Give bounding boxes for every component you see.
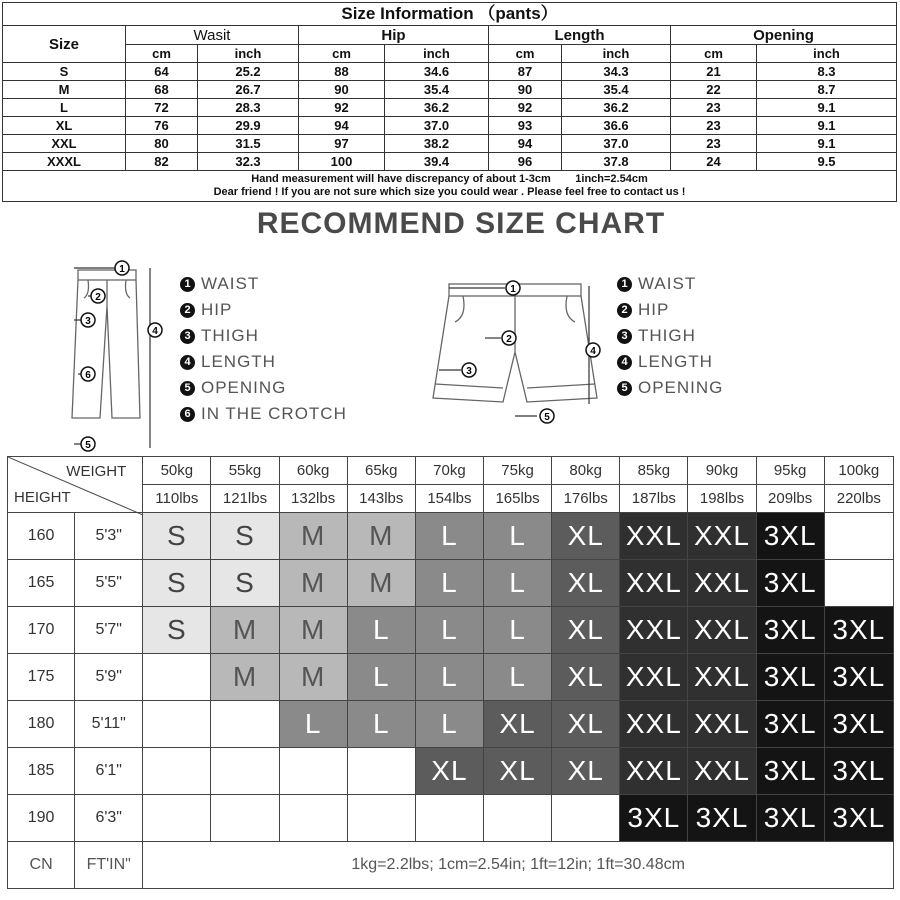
recommended-size-cell: XXL bbox=[620, 513, 688, 560]
recommended-size-cell: XL bbox=[483, 701, 551, 748]
measure-cell: 39.4 bbox=[385, 153, 489, 171]
height-row bbox=[8, 513, 894, 560]
recommended-size-cell: XXL bbox=[620, 701, 688, 748]
recommended-size-cell: XL bbox=[552, 701, 620, 748]
measure-cell: 88 bbox=[299, 63, 385, 81]
legend-number: 2 bbox=[617, 303, 632, 318]
recommended-size-cell: S bbox=[211, 560, 279, 607]
recommended-size-cell: XL bbox=[552, 560, 620, 607]
legend-item bbox=[617, 349, 723, 375]
pants-legend bbox=[180, 271, 347, 427]
measure-cell: 22 bbox=[671, 81, 757, 99]
size-row bbox=[3, 117, 897, 135]
recommended-size-cell: L bbox=[415, 701, 483, 748]
legend-item bbox=[180, 323, 347, 349]
pants-marker-2: 2 bbox=[95, 292, 101, 303]
measure-cell: 24 bbox=[671, 153, 757, 171]
legend-label: OPENING bbox=[201, 378, 287, 397]
recommended-size-cell bbox=[552, 795, 620, 842]
recommended-size-cell: S bbox=[143, 513, 211, 560]
measure-cell: 9.1 bbox=[757, 99, 897, 117]
note-line-2: Dear friend ! If you are not sure which size you could wear . Please feel free to contact us ! bbox=[213, 186, 686, 198]
measure-cell: 34.3 bbox=[562, 63, 671, 81]
pants-marker-5: 5 bbox=[85, 440, 91, 451]
size-row bbox=[3, 135, 897, 153]
recommended-size-cell: L bbox=[415, 607, 483, 654]
recommend-size-grid bbox=[7, 456, 894, 889]
recommended-size-cell: 3XL bbox=[756, 748, 824, 795]
recommended-size-cell bbox=[347, 795, 415, 842]
recommended-size-cell: XXL bbox=[620, 607, 688, 654]
measure-cell: 37.8 bbox=[562, 153, 671, 171]
measure-cell: 94 bbox=[299, 117, 385, 135]
recommended-size-cell: XXL bbox=[620, 560, 688, 607]
unit-header: cm bbox=[671, 45, 757, 63]
weight-lbs-header: 209lbs bbox=[756, 485, 824, 513]
pants-marker-4: 4 bbox=[152, 326, 158, 337]
footer-cn: CN bbox=[8, 842, 75, 889]
legend-label: HIP bbox=[201, 300, 233, 319]
group-header-hip: Hip bbox=[299, 26, 489, 45]
weight-kg-header: 75kg bbox=[483, 457, 551, 485]
height-row bbox=[8, 748, 894, 795]
recommended-size-cell: XL bbox=[552, 607, 620, 654]
shorts-marker-4: 4 bbox=[590, 346, 596, 357]
recommended-size-cell: L bbox=[415, 560, 483, 607]
recommended-size-cell: M bbox=[347, 513, 415, 560]
height-row bbox=[8, 560, 894, 607]
height-cm: 175 bbox=[8, 654, 75, 701]
legend-label: HIP bbox=[638, 300, 670, 319]
legend-label: WAIST bbox=[638, 274, 697, 293]
size-info-title: Size Information （pants） bbox=[3, 3, 897, 26]
recommended-size-cell: L bbox=[415, 513, 483, 560]
measure-cell: 94 bbox=[489, 135, 562, 153]
legend-number: 3 bbox=[617, 329, 632, 344]
height-ftin: 5'3" bbox=[75, 513, 143, 560]
weight-lbs-header: 187lbs bbox=[620, 485, 688, 513]
recommended-size-cell: XXL bbox=[688, 560, 756, 607]
recommended-size-cell: M bbox=[211, 654, 279, 701]
shorts-marker-5: 5 bbox=[544, 412, 550, 423]
recommended-size-cell: 3XL bbox=[756, 513, 824, 560]
legend-item bbox=[180, 271, 347, 297]
recommended-size-cell: L bbox=[483, 513, 551, 560]
measurement-note bbox=[3, 171, 897, 202]
size-information-table bbox=[2, 2, 897, 202]
size-row bbox=[3, 63, 897, 81]
legend-number: 3 bbox=[180, 329, 195, 344]
measure-cell: 26.7 bbox=[198, 81, 299, 99]
measure-cell: 92 bbox=[299, 99, 385, 117]
recommended-size-cell: XXL bbox=[620, 748, 688, 795]
legend-item bbox=[180, 349, 347, 375]
shorts-marker-2: 2 bbox=[506, 334, 512, 345]
measure-cell: 35.4 bbox=[562, 81, 671, 99]
conversion-note: 1kg=2.2lbs; 1cm=2.54in; 1ft=12in; 1ft=30.48cm bbox=[143, 842, 894, 889]
height-cm: 160 bbox=[8, 513, 75, 560]
recommended-size-cell: 3XL bbox=[756, 654, 824, 701]
measure-cell: 93 bbox=[489, 117, 562, 135]
height-ftin: 5'5" bbox=[75, 560, 143, 607]
pants-diagram bbox=[60, 258, 170, 454]
recommended-size-cell bbox=[211, 701, 279, 748]
legend-number: 1 bbox=[617, 277, 632, 292]
recommended-size-cell: XXL bbox=[688, 654, 756, 701]
measure-cell: 96 bbox=[489, 153, 562, 171]
measure-cell: 100 bbox=[299, 153, 385, 171]
legend-item bbox=[617, 271, 723, 297]
recommended-size-cell: 3XL bbox=[824, 654, 893, 701]
legend-number: 1 bbox=[180, 277, 195, 292]
size-cell: M bbox=[3, 81, 126, 99]
measure-cell: 72 bbox=[126, 99, 198, 117]
recommended-size-cell: 3XL bbox=[756, 795, 824, 842]
recommended-size-cell: 3XL bbox=[824, 607, 893, 654]
recommend-size-chart-title: RECOMMEND SIZE CHART bbox=[256, 207, 666, 240]
measure-cell: 31.5 bbox=[198, 135, 299, 153]
recommended-size-cell: XXL bbox=[688, 748, 756, 795]
height-ftin: 6'1" bbox=[75, 748, 143, 795]
recommended-size-cell: XXL bbox=[688, 513, 756, 560]
measure-cell: 32.3 bbox=[198, 153, 299, 171]
recommended-size-cell: L bbox=[483, 607, 551, 654]
weight-lbs-header: 110lbs bbox=[143, 485, 211, 513]
legend-label: LENGTH bbox=[201, 352, 276, 371]
recommended-size-cell: 3XL bbox=[756, 607, 824, 654]
size-cell: XXL bbox=[3, 135, 126, 153]
weight-kg-header: 80kg bbox=[552, 457, 620, 485]
recommended-size-cell bbox=[483, 795, 551, 842]
weight-label: WEIGHT bbox=[66, 463, 127, 480]
recommended-size-cell: XL bbox=[552, 513, 620, 560]
measure-cell: 9.5 bbox=[757, 153, 897, 171]
recommended-size-cell bbox=[211, 748, 279, 795]
pants-marker-3: 3 bbox=[85, 316, 91, 327]
unit-header: inch bbox=[757, 45, 897, 63]
shorts-diagram bbox=[425, 272, 605, 430]
weight-lbs-header: 121lbs bbox=[211, 485, 279, 513]
legend-item bbox=[180, 297, 347, 323]
recommended-size-cell: 3XL bbox=[756, 560, 824, 607]
recommended-size-cell bbox=[347, 748, 415, 795]
measure-cell: 29.9 bbox=[198, 117, 299, 135]
weight-kg-header: 70kg bbox=[415, 457, 483, 485]
measure-cell: 8.3 bbox=[757, 63, 897, 81]
size-cell: S bbox=[3, 63, 126, 81]
recommended-size-cell: 3XL bbox=[620, 795, 688, 842]
legend-number: 6 bbox=[180, 407, 195, 422]
measure-cell: 28.3 bbox=[198, 99, 299, 117]
legend-number: 2 bbox=[180, 303, 195, 318]
weight-kg-header: 60kg bbox=[279, 457, 347, 485]
measure-cell: 36.6 bbox=[562, 117, 671, 135]
recommended-size-cell: XXL bbox=[620, 654, 688, 701]
shorts-legend bbox=[617, 271, 723, 401]
measure-cell: 90 bbox=[489, 81, 562, 99]
measure-cell: 8.7 bbox=[757, 81, 897, 99]
height-row bbox=[8, 701, 894, 748]
height-row bbox=[8, 607, 894, 654]
group-header-waist: Wasit bbox=[126, 26, 299, 45]
measure-cell: 9.1 bbox=[757, 117, 897, 135]
pants-marker-1: 1 bbox=[119, 264, 125, 275]
recommended-size-cell: XL bbox=[552, 654, 620, 701]
measure-cell: 36.2 bbox=[562, 99, 671, 117]
shorts-marker-3: 3 bbox=[466, 366, 472, 377]
legend-label: IN THE CROTCH bbox=[201, 404, 347, 423]
recommended-size-cell: XL bbox=[483, 748, 551, 795]
weight-kg-header: 50kg bbox=[143, 457, 211, 485]
height-cm: 185 bbox=[8, 748, 75, 795]
measure-cell: 35.4 bbox=[385, 81, 489, 99]
measure-cell: 34.6 bbox=[385, 63, 489, 81]
recommended-size-cell: 3XL bbox=[688, 795, 756, 842]
measure-cell: 82 bbox=[126, 153, 198, 171]
recommended-size-cell: L bbox=[483, 560, 551, 607]
legend-item bbox=[617, 297, 723, 323]
measure-cell: 76 bbox=[126, 117, 198, 135]
unit-header: inch bbox=[562, 45, 671, 63]
unit-header: cm bbox=[489, 45, 562, 63]
recommended-size-cell: M bbox=[347, 560, 415, 607]
recommended-size-cell bbox=[824, 513, 893, 560]
recommended-size-cell bbox=[143, 795, 211, 842]
recommended-size-cell bbox=[279, 795, 347, 842]
recommended-size-cell bbox=[211, 795, 279, 842]
recommended-size-cell: L bbox=[483, 654, 551, 701]
shorts-marker-1: 1 bbox=[510, 284, 516, 295]
weight-lbs-header: 143lbs bbox=[347, 485, 415, 513]
recommended-size-cell: M bbox=[279, 607, 347, 654]
recommended-size-cell: L bbox=[347, 701, 415, 748]
recommended-size-cell bbox=[415, 795, 483, 842]
weight-kg-header: 85kg bbox=[620, 457, 688, 485]
recommended-size-cell: S bbox=[143, 560, 211, 607]
legend-item bbox=[617, 323, 723, 349]
legend-item bbox=[617, 375, 723, 401]
measure-cell: 23 bbox=[671, 99, 757, 117]
height-ftin: 6'3" bbox=[75, 795, 143, 842]
weight-kg-header: 95kg bbox=[756, 457, 824, 485]
height-ftin: 5'11" bbox=[75, 701, 143, 748]
height-row bbox=[8, 795, 894, 842]
recommended-size-cell: XXL bbox=[688, 701, 756, 748]
weight-kg-header: 100kg bbox=[824, 457, 893, 485]
unit-row bbox=[3, 45, 897, 63]
size-cell: XXXL bbox=[3, 153, 126, 171]
height-cm: 180 bbox=[8, 701, 75, 748]
size-column-header: Size bbox=[3, 26, 126, 63]
recommended-size-cell bbox=[143, 654, 211, 701]
height-ftin: 5'7" bbox=[75, 607, 143, 654]
recommended-size-cell: M bbox=[279, 560, 347, 607]
legend-number: 4 bbox=[180, 355, 195, 370]
recommended-size-cell: 3XL bbox=[756, 701, 824, 748]
recommended-size-cell: L bbox=[347, 654, 415, 701]
measure-cell: 23 bbox=[671, 135, 757, 153]
measure-cell: 68 bbox=[126, 81, 198, 99]
unit-header: cm bbox=[299, 45, 385, 63]
measure-cell: 37.0 bbox=[562, 135, 671, 153]
measure-cell: 23 bbox=[671, 117, 757, 135]
height-cm: 165 bbox=[8, 560, 75, 607]
recommended-size-cell: XL bbox=[415, 748, 483, 795]
weight-kg-header: 55kg bbox=[211, 457, 279, 485]
legend-number: 4 bbox=[617, 355, 632, 370]
size-cell: XL bbox=[3, 117, 126, 135]
weight-height-corner bbox=[8, 457, 143, 513]
height-cm: 170 bbox=[8, 607, 75, 654]
size-cell: L bbox=[3, 99, 126, 117]
measure-cell: 97 bbox=[299, 135, 385, 153]
size-row bbox=[3, 81, 897, 99]
recommended-size-cell: XXL bbox=[688, 607, 756, 654]
recommended-size-cell: 3XL bbox=[824, 795, 893, 842]
legend-item bbox=[180, 375, 347, 401]
measure-cell: 64 bbox=[126, 63, 198, 81]
size-row bbox=[3, 153, 897, 171]
recommended-size-cell: L bbox=[279, 701, 347, 748]
recommended-size-cell bbox=[279, 748, 347, 795]
recommended-size-cell: M bbox=[279, 654, 347, 701]
weight-lbs-header: 198lbs bbox=[688, 485, 756, 513]
weight-kg-header: 65kg bbox=[347, 457, 415, 485]
recommended-size-cell: M bbox=[279, 513, 347, 560]
recommended-size-cell: M bbox=[211, 607, 279, 654]
measure-cell: 87 bbox=[489, 63, 562, 81]
recommended-size-cell bbox=[143, 748, 211, 795]
group-header-opening: Opening bbox=[671, 26, 897, 45]
recommended-size-cell bbox=[143, 701, 211, 748]
unit-header: inch bbox=[198, 45, 299, 63]
measure-cell: 92 bbox=[489, 99, 562, 117]
measure-cell: 21 bbox=[671, 63, 757, 81]
group-header-length: Length bbox=[489, 26, 671, 45]
height-label: HEIGHT bbox=[14, 489, 71, 506]
measure-cell: 80 bbox=[126, 135, 198, 153]
recommended-size-cell: S bbox=[211, 513, 279, 560]
pants-marker-6: 6 bbox=[85, 370, 91, 381]
height-cm: 190 bbox=[8, 795, 75, 842]
legend-number: 5 bbox=[617, 381, 632, 396]
size-row bbox=[3, 99, 897, 117]
measure-cell: 38.2 bbox=[385, 135, 489, 153]
measure-cell: 36.2 bbox=[385, 99, 489, 117]
unit-header: inch bbox=[385, 45, 489, 63]
legend-number: 5 bbox=[180, 381, 195, 396]
weight-lbs-header: 220lbs bbox=[824, 485, 893, 513]
measure-cell: 90 bbox=[299, 81, 385, 99]
legend-label: OPENING bbox=[638, 378, 724, 397]
legend-label: LENGTH bbox=[638, 352, 713, 371]
measure-cell: 37.0 bbox=[385, 117, 489, 135]
weight-kg-header: 90kg bbox=[688, 457, 756, 485]
recommended-size-cell: L bbox=[415, 654, 483, 701]
recommended-size-cell bbox=[824, 560, 893, 607]
measure-cell: 25.2 bbox=[198, 63, 299, 81]
legend-label: WAIST bbox=[201, 274, 260, 293]
unit-header: cm bbox=[126, 45, 198, 63]
recommended-size-cell: 3XL bbox=[824, 748, 893, 795]
weight-lbs-header: 176lbs bbox=[552, 485, 620, 513]
height-ftin: 5'9" bbox=[75, 654, 143, 701]
legend-label: THIGH bbox=[638, 326, 696, 345]
weight-lbs-header: 132lbs bbox=[279, 485, 347, 513]
recommended-size-cell: L bbox=[347, 607, 415, 654]
recommended-size-cell: S bbox=[143, 607, 211, 654]
recommended-size-cell: XL bbox=[552, 748, 620, 795]
footer-ftin: FT'IN" bbox=[75, 842, 143, 889]
height-row bbox=[8, 654, 894, 701]
note-line-1: Hand measurement will have discrepancy of about 1-3cm 1inch=2.54cm bbox=[251, 173, 648, 185]
legend-label: THIGH bbox=[201, 326, 259, 345]
weight-lbs-header: 154lbs bbox=[415, 485, 483, 513]
measure-cell: 9.1 bbox=[757, 135, 897, 153]
recommended-size-cell: 3XL bbox=[824, 701, 893, 748]
legend-item bbox=[180, 401, 347, 427]
weight-lbs-header: 165lbs bbox=[483, 485, 551, 513]
